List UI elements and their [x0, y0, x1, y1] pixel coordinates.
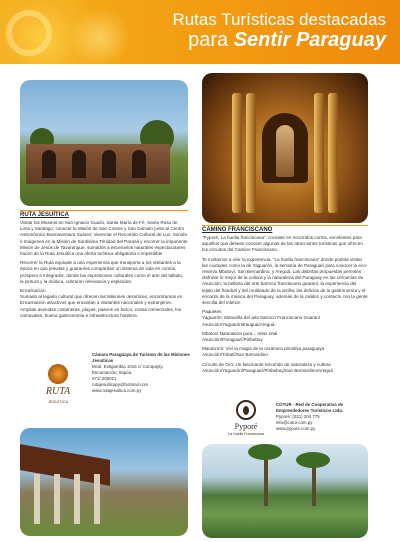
ruta-contact [92, 352, 190, 394]
logo-name: Pyporé [234, 422, 258, 431]
pillar-shape [74, 474, 80, 524]
paragraph: Sumado al legado cultural que ofrecen las Misiones Jesuíticas, encontramos en Encarnación atractivos que encantan a visitantes nacionales y extranjeros. Amplias avenidas costaneras, playas, paseos en barco, zonas comerciales, los carnavales, buena gastronomía e infraestructura hotelera. [20, 294, 183, 318]
page-title-line1: Rutas Turísticas destacadas [172, 10, 386, 29]
package-route: Asunción/Paraguarí/Piribebuy [202, 337, 263, 343]
camino-franciscano-title: CAMINO FRANCISCANO [202, 227, 273, 233]
altar-column [314, 93, 324, 213]
subheading: Paquetes [202, 309, 222, 315]
contact-phone: 071/ 205021 [92, 376, 117, 381]
lake-landscape-photo [202, 444, 368, 538]
ruta-jesuitica-logo [38, 364, 78, 412]
page-title-line2 [188, 29, 386, 52]
ruin-arch [102, 150, 116, 178]
paragraph: Te invitamos a vivir la experiencia, “La huella franciscana” donde podrás visitar las ciudades como la de Yaguarón, la serranía de Paraguarí para conocer la eco-reserva Mbatoví, San Bernardino, y Areguá. Las distintas propuestas permiten disfrutar lo mejor de la cultura y la naturaleza del Paraguay en las cercanías de Asunción; la belleza del arte barroco franciscano guaraní, la experiencia del tejido del ñandutí y del moldeado de la arcilla; las delicias de la gastronomía y el encanto de la música del Paraguay, además de la calidez y contacto con la gente sencilla del interior. [202, 256, 368, 306]
contact-org: COTUR - Red de Cooperativa de Emprendedores Turísticos Ltda. [276, 402, 344, 413]
flower-decoration [6, 10, 52, 56]
contact-org: Cámara Paraguaya de Turismo de las Misiones Jesuíticas [92, 352, 190, 363]
package-line: Yaguarón: Maravilla del arte barroco Franciscano Guaraní [202, 315, 321, 321]
package-line: Mbatoví Naturaleza pura... relax total [202, 330, 278, 336]
paragraph: “Pyporé, La huella franciscana”, consiste en recorridos cortos, excelentes para aquellos que desean conocer algunas de las atracciones turísticas que ofrecen los circuitos del Camino Franciscano. [202, 235, 363, 253]
package-line: Mandu'a'á: Viví la magia de la cerámica primitiva paraguaya [202, 346, 325, 352]
section-divider [202, 225, 368, 226]
page-title-prefix: para [188, 29, 229, 51]
pillar-shape [34, 474, 40, 524]
pillar-shape [54, 474, 60, 524]
paragraph: Visitar los Museos en San Ignacio Guazú, Santa María de Fé, Santa Rosa de Lima y Santiago; conocer la Misión de San Cosme y San Damián junto al Centro Astronómico Buenaventura Suárez; vivenciar el Recorrido Cultural de Luz, Sonido e Imágenes en la Misión de Santísima Trinidad del Paraná y recorrer la imponente Misión de Jesús de Tavarangue, sumados a escenarios naturales espectaculares hacen de la Ruta Jesuítica una oferta turística obligatoria e imperdible. [20, 220, 188, 257]
contact-email[interactable]: rutajesuiticapy@hotmail.com [92, 382, 149, 387]
baroque-altar-photo [202, 73, 368, 223]
contact-city: Encarnación, Itapúa. [92, 370, 133, 375]
mission-corridor-photo [20, 428, 188, 536]
ruin-arch [72, 150, 86, 178]
page-title-emphasis: Sentir Paraguay [233, 29, 386, 51]
logo-sub: JESUÍTICA [47, 399, 69, 404]
contact-phone: Pyporé: (021) 204 775 [276, 414, 320, 419]
palm-frond [296, 452, 330, 468]
package-route: Asunción/Yaguarón/Itauguá/Areguá. [202, 321, 276, 327]
logo-sub: La Huella Franciscana [228, 432, 264, 436]
package-route: Asunción/Yaguarón/Paraguarí/Piribebuy/San Bernardino/Areguá [202, 367, 333, 373]
pypore-contact [276, 402, 368, 432]
flower-decoration [70, 8, 130, 64]
altar-statue [276, 125, 294, 177]
ruin-arch [42, 150, 56, 178]
sun-icon [48, 364, 68, 384]
camino-franciscano-body [202, 235, 368, 374]
section-divider [20, 210, 188, 211]
logo-name: RUTA [45, 386, 71, 397]
palm-frond [248, 444, 282, 460]
ruin-arch [132, 150, 146, 178]
altar-column [328, 93, 338, 213]
page-header [0, 0, 400, 64]
paragraph: Recorrer la Ruta equivale a una experiencia que transporta a los visitantes a la época en que jesuitas y guaraníes compartían un sistema de vida en común, próspero e integrador, donde las expresiones culturales como el arte del tallado, la pintura y la música, cobraron relevancia y esplendor. [20, 260, 184, 284]
contact-web[interactable]: www.pypore.com.py [276, 426, 316, 431]
package-route: Asunción/Tobatí/San Bernardino [202, 352, 268, 358]
jesuit-ruins-photo [20, 80, 188, 206]
footprint-icon [236, 400, 256, 420]
pillar-shape [94, 474, 100, 524]
package-line: Circuito de Oro: Un fascinante recorrido de naturaleza y cultura [202, 361, 331, 367]
pypore-logo [226, 400, 266, 440]
ruta-jesuitica-body [20, 220, 188, 322]
contact-address: Mcal. Estigarribia 1015 c/ Curupayty. [92, 364, 164, 369]
altar-column [232, 93, 242, 213]
contact-web[interactable]: www.rutajesuitica.com.py [92, 388, 142, 393]
altar-column [246, 93, 256, 213]
subheading: Encarnación [20, 288, 46, 294]
contact-email[interactable]: info@cotur.com.py [276, 420, 313, 425]
ruta-jesuitica-title: RUTA JESUÍTICA [20, 212, 70, 218]
